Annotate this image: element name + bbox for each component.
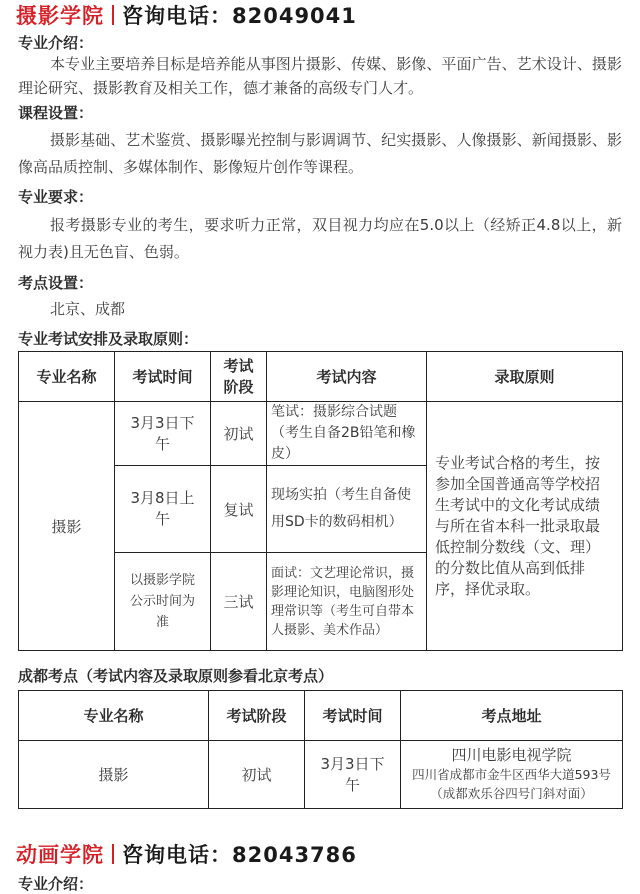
col-stage: 考试阶段: [211, 352, 267, 402]
intro-text: 本专业主要培养目标是培养能从事图片摄影、传媒、影像、平面广告、艺术设计、摄影理论研究、摄影教育及相关工作，德才兼备的高级专门人才。: [18, 55, 622, 97]
col-address: 考点地址: [401, 691, 623, 741]
time-cell: 以摄影学院公示时间为准: [115, 553, 211, 651]
address-street: 四川省成都市金牛区西华大道593号: [412, 767, 611, 782]
chengdu-heading: 成都考点（考试内容及录取原则参看北京考点）: [18, 667, 334, 685]
course-heading: 课程设置：: [18, 104, 94, 122]
stage-cell: 初试: [209, 741, 305, 809]
school-name: 摄影学院: [16, 4, 104, 28]
header-divider: [112, 844, 114, 864]
content-cell: 笔试：摄影综合试题（考生自备2B铅笔和橡皮）: [267, 402, 427, 466]
exam-arrangement-table: [18, 351, 623, 651]
col-content: 考试内容: [267, 352, 427, 402]
school-header-animation: [16, 839, 357, 869]
content-cell: 现场实拍（考生自备使用SD卡的数码相机）: [267, 466, 427, 553]
table-row: [19, 402, 623, 466]
exam-site-heading: 考点设置：: [18, 274, 94, 292]
stage-cell: 三试: [211, 553, 267, 651]
col-time: 考试时间: [305, 691, 401, 741]
exam-arrangement-heading: 专业考试安排及录取原则：: [18, 330, 199, 348]
col-time: 考试时间: [115, 352, 211, 402]
consult-phone: 咨询电话：82043786: [122, 843, 357, 867]
course-text: 摄影基础、艺术鉴赏、摄影曝光控制与影调调节、纪实摄影、人像摄影、新闻摄影、影像高品质控制、多媒体制作、影像短片创作等课程。: [18, 131, 622, 176]
content-cell: 面试：文艺理论常识，摄影理论知识，电脑图形处理常识等（考生可自带本人摄影、美术作品）: [267, 553, 427, 651]
principle-cell: 专业考试合格的考生，按参加全国普通高等学校招生考试中的文化考试成绩与所在省本科一批录取最低控制分数线（文、理）的分数比值从高到低排序，择优录取。: [427, 402, 623, 651]
time-cell: 3月3日下午: [115, 402, 211, 466]
col-major: 专业名称: [19, 691, 209, 741]
school-header-photography: [16, 0, 357, 30]
table-header-row: [19, 691, 623, 741]
anim-intro-heading: 专业介绍：: [18, 875, 94, 893]
intro-heading: 专业介绍：: [18, 34, 94, 52]
address-cell: [401, 741, 623, 809]
header-divider: [112, 5, 114, 25]
consult-phone: 咨询电话：82049041: [122, 4, 357, 28]
time-cell: 3月3日下午: [305, 741, 401, 809]
address-venue: 四川电影电视学院: [451, 746, 572, 764]
school-name: 动画学院: [16, 843, 104, 867]
col-principle: 录取原则: [427, 352, 623, 402]
exam-site-text: 北京、成都: [50, 300, 126, 318]
major-cell: 摄影: [19, 741, 209, 809]
stage-cell: 复试: [211, 466, 267, 553]
table-header-row: [19, 352, 623, 402]
time-cell: 3月8日上午: [115, 466, 211, 553]
table-row: [19, 741, 623, 809]
col-stage: 考试阶段: [209, 691, 305, 741]
major-cell: 摄影: [19, 402, 115, 651]
chengdu-exam-table: [18, 690, 623, 809]
requirement-text: 报考摄影专业的考生，要求听力正常，双目视力均应在5.0以上（经矫正4.8以上，新视力表)且无色盲、色弱。: [18, 216, 622, 261]
col-major: 专业名称: [19, 352, 115, 402]
requirement-heading: 专业要求：: [18, 188, 94, 206]
address-landmark: （成都欢乐谷四号门斜对面）: [430, 786, 593, 801]
stage-cell: 初试: [211, 402, 267, 466]
